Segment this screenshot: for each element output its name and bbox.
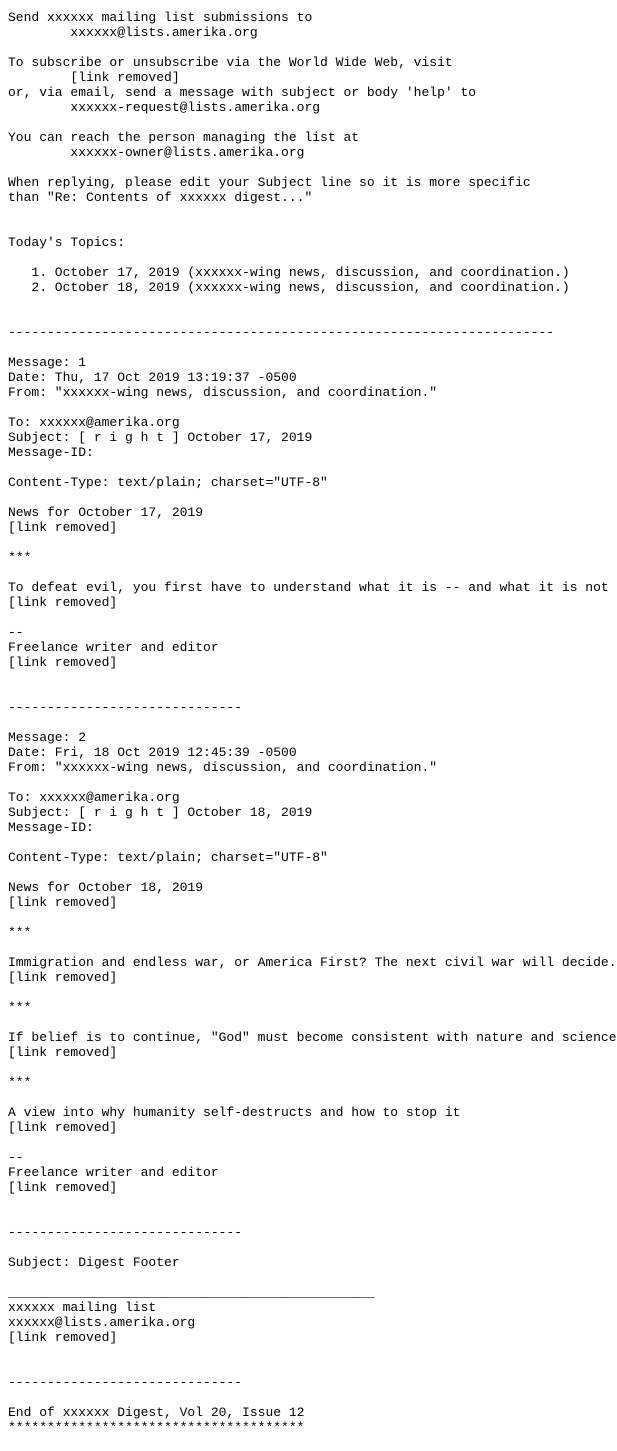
digest-body: Send xxxxxx mailing list submissions to xxxxxx@lists.amerika.org To subscribe or unsubscribe via the World Wide Web, visit [link removed] or, via email, send a message with subject or body 'help' to xxxxxx-request@lists.amerika.org You can reach the person managing the list at xxxxxx-owner@lists.amerika.org When replying, please edit your Subject line so it is more specific than "Re: Contents of xxxxxx digest..." Today's Topics: 1. October 17, 2019 (xxxxxx-wing news, discussion, and coordination.) 2. October 18, 2019 (xxxxxx-wing news, discussion, and coordination.) ---------------------------------------------------------------------- Message: 1 Date: Thu, 17 Oct 2019 13:19:37 -0500 From: "xxxxxx-wing news, discussion, and coordination." To: xxxxxx@amerika.org Subject: [ r i g h t ] October 17, 2019 Message-ID: Content-Type: text/plain; charset="UTF-8" News for October 17, 2019 [link removed] *** To defeat evil, you first have to understand what it is -- and what it is not [link removed] -- Freelance writer and editor [link removed] ------------------------------ Message: 2 Date: Fri, 18 Oct 2019 12:45:39 -0500 From: "xxxxxx-wing news, discussion, and coordination." To: xxxxxx@amerika.org Subject: [ r i g h t ] October 18, 2019 Message-ID: Content-Type: text/plain; charset="UTF-8" News for October 18, 2019 [link removed] *** Immigration and endless war, or America First? The next civil war will decide. [link removed] *** If belief is to continue, "God" must become consistent with nature and science [link removed] *** A view into why humanity self-destructs and how to stop it [link removed] -- Freelance writer and editor [link removed] ------------------------------ Subject: Digest Footer _______________________________________________ xxxxxx mailing list xxxxxx@lists.amerika.org [link removed] ------------------------------ End of xxxxxx Digest, Vol 20, Issue 12 ************************************** — [8, 10, 617, 1435]
